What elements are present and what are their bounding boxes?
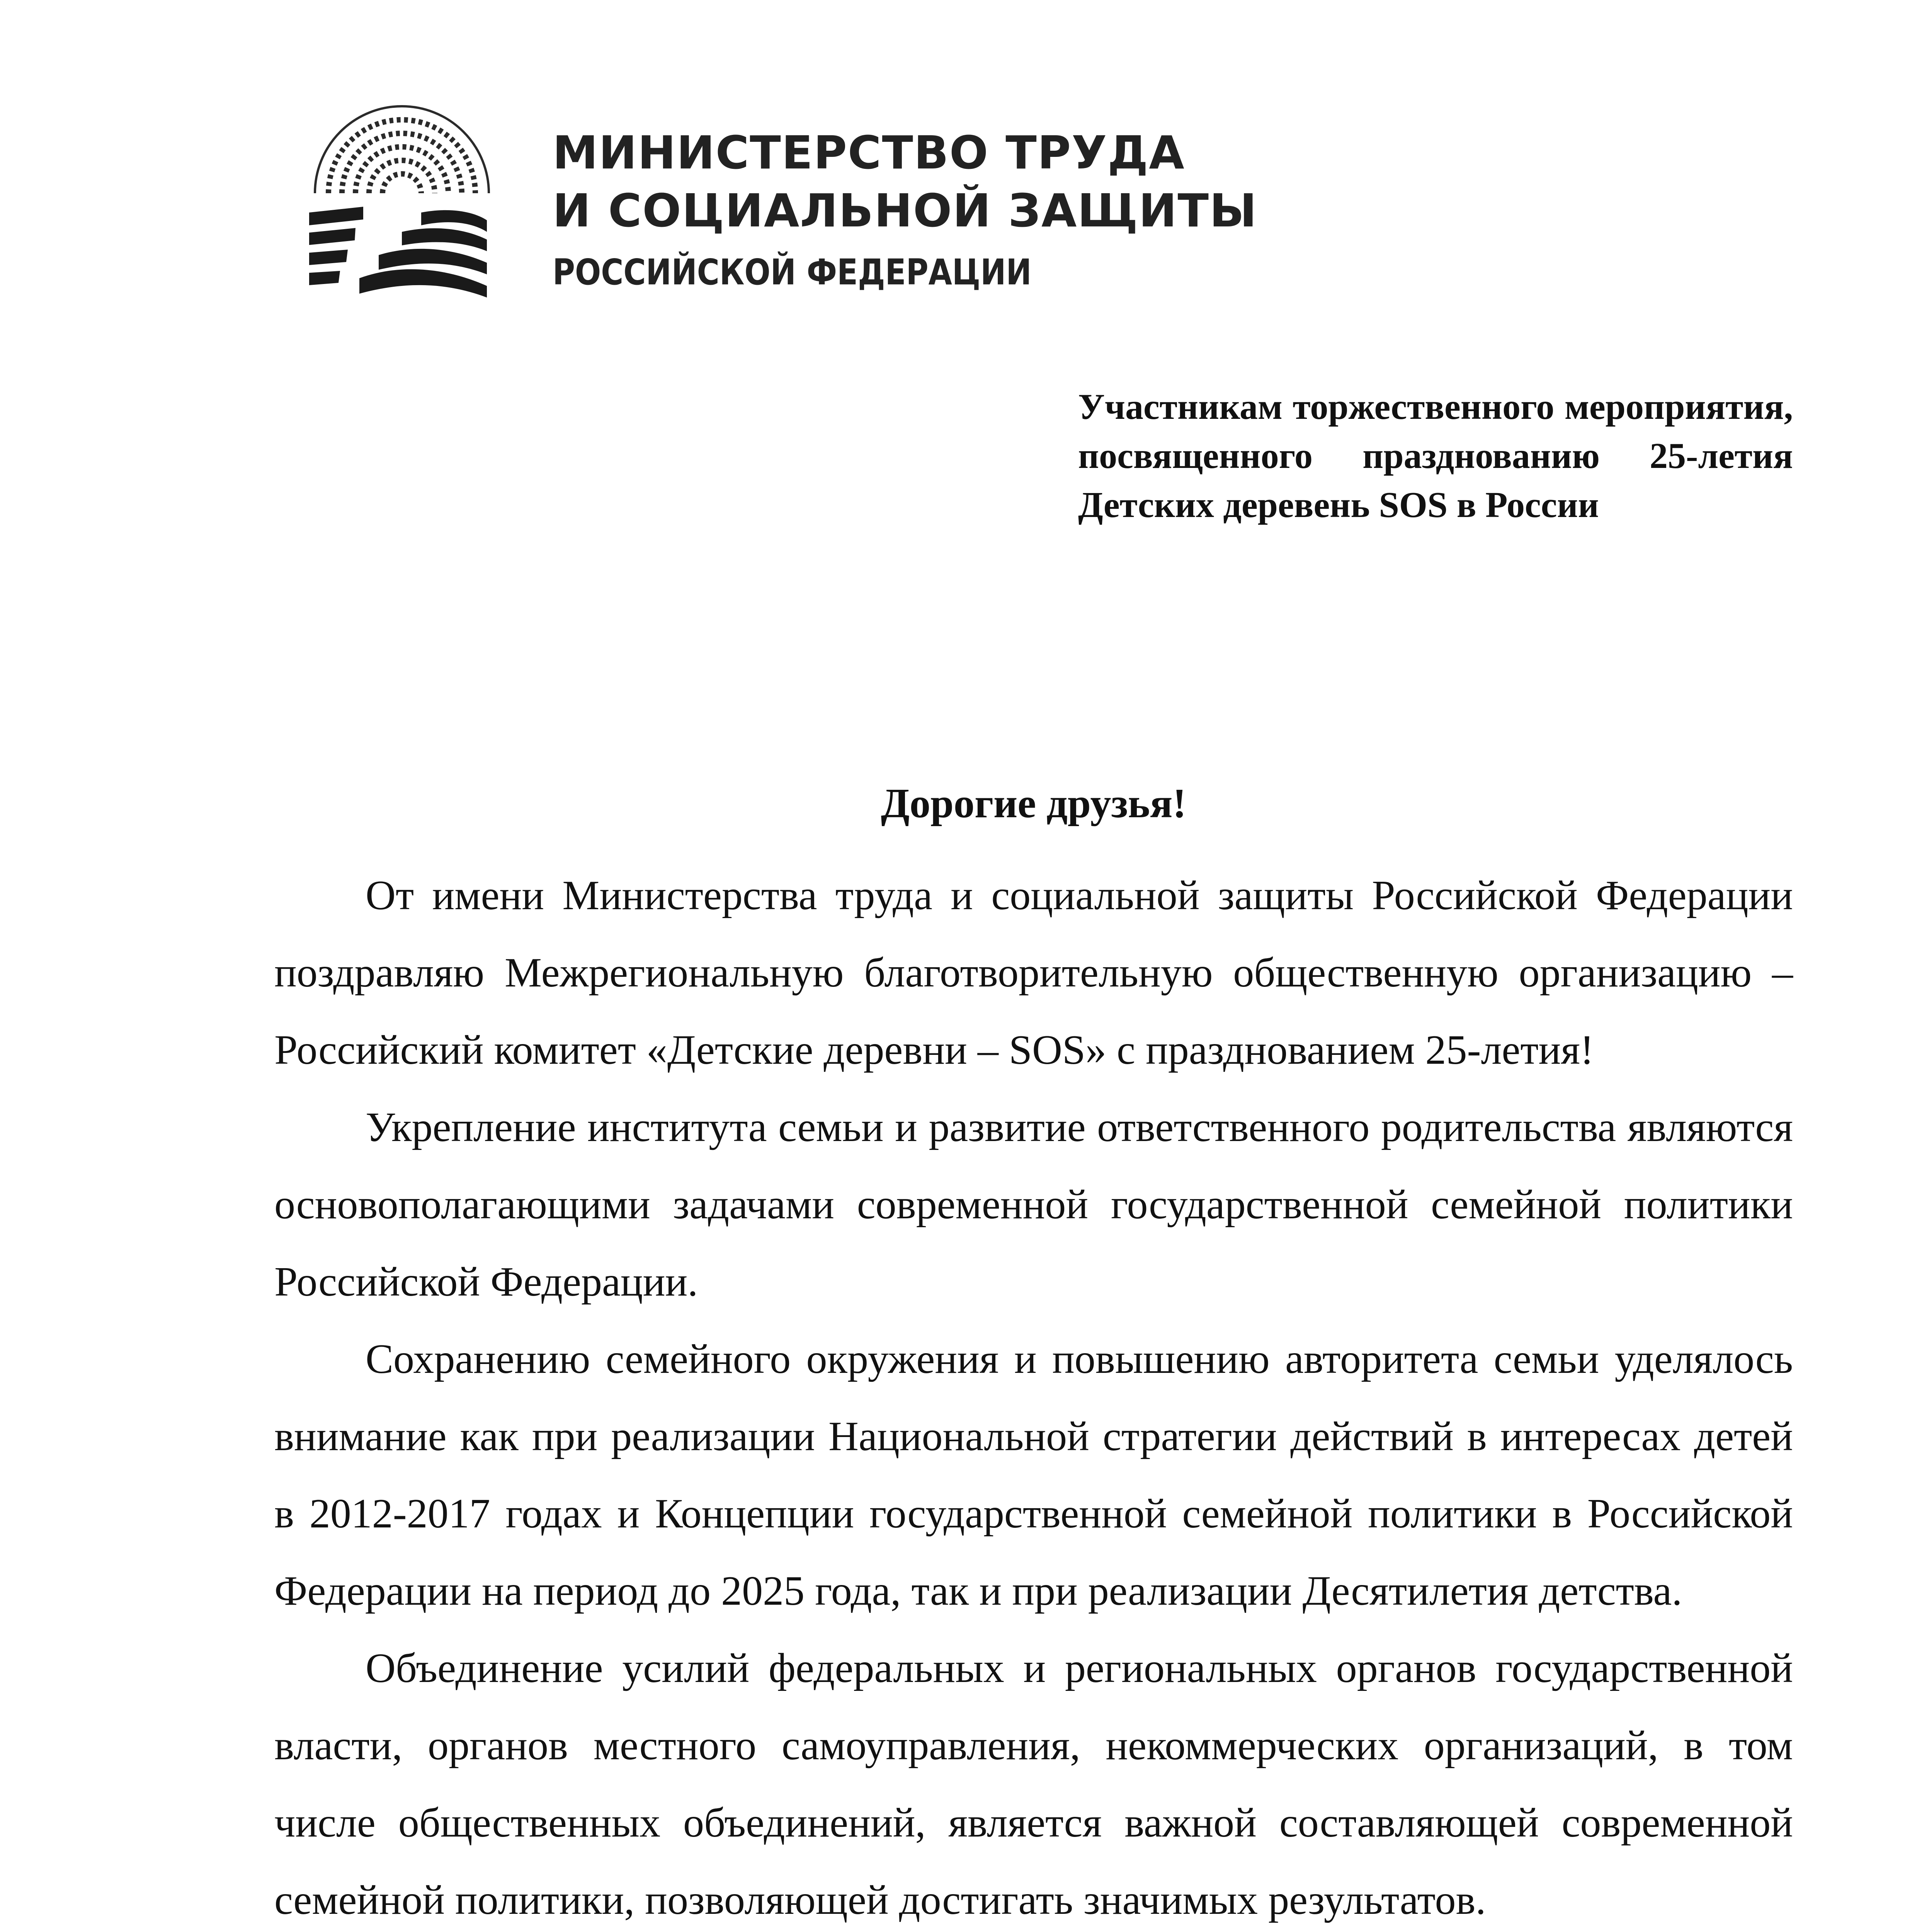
letter-body [274, 857, 1793, 1932]
salutation: Дорогие друзья! [881, 781, 1187, 827]
addressee-block: Участникам торжественного мероприятия, посвященного празднованию 25-летия Детских деревень SOS в России [1078, 387, 1793, 525]
body-paragraph: Укрепление института семьи и развитие ответственного родительства являются основополагающими задачами современной государственной семейной политики Российской Федерации. [274, 1104, 1793, 1305]
body-paragraph: Сохранению семейного окружения и повышению авторитета семьи уделялось внимание как при реализации Национальной стратегии действий в интересах детей в 2012-2017 годах и Концепции государственной семейной политики в Российской Федерации на период до 2025 года, так и при реализации Десятилетия детства. [274, 1336, 1793, 1614]
ministry-name-line2: И СОЦИАЛЬНОЙ ЗАЩИТЫ [553, 184, 1258, 237]
ministry-emblem-icon [305, 97, 498, 313]
letterhead [305, 97, 1258, 313]
ministry-name-line3: РОССИЙСКОЙ ФЕДЕРАЦИИ [553, 252, 1032, 293]
ministry-name [553, 124, 1287, 305]
body-paragraph: Объединение усилий федеральных и региональных органов государственной власти, органов местного самоуправления, некоммерческих организаций, в том числе общественных объединений, является важной составляющей современной семейной политики, позволяющей достигать значимых результатов. [274, 1645, 1793, 1923]
body-paragraph: От имени Министерства труда и социальной защиты Российской Федерации поздравляю Межрегиональную благотворительную общественную организацию – Российский комитет «Детские деревни – SOS» с празднованием 25-летия! [274, 872, 1793, 1073]
ministry-name-line1: МИНИСТЕРСТВО ТРУДА [553, 126, 1185, 179]
